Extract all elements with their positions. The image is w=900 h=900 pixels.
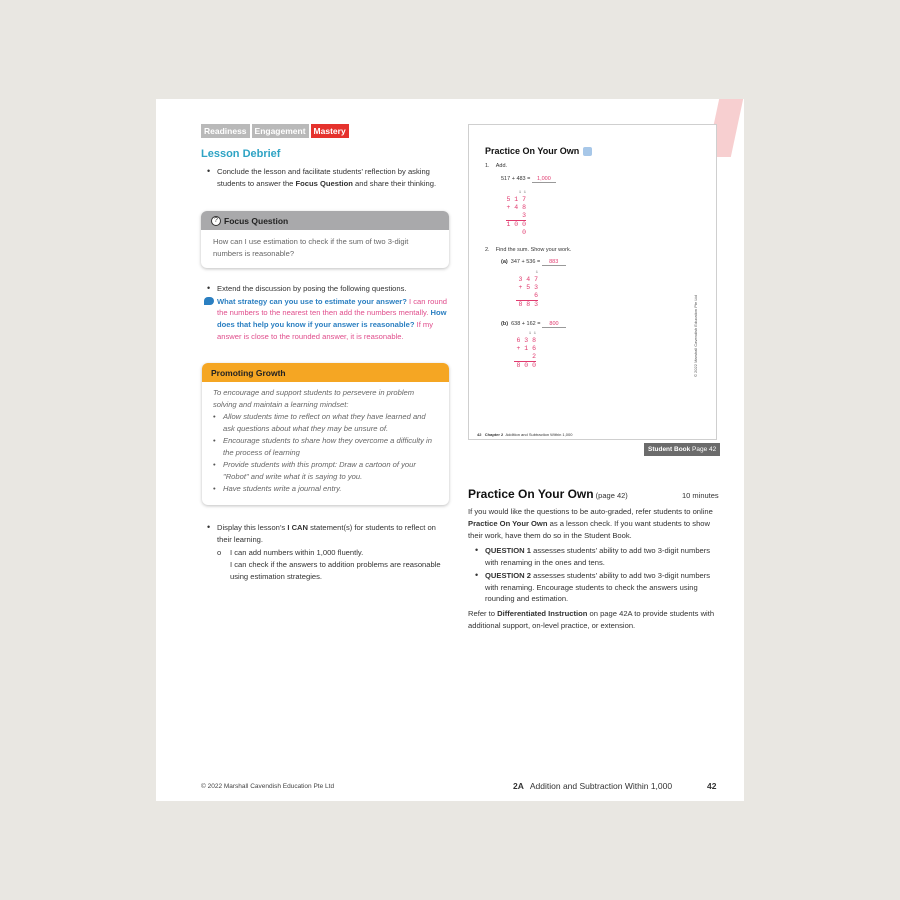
discussion-question-2: How does that help you know if your answer is reasonable? — [217, 308, 447, 330]
practice-intro: If you would like the questions to be auto-graded, refer students to online Practice On Your Own as a lesson check. If you want students to show their work, have them do so in the Student Book. — [468, 507, 713, 540]
question-mark-icon: ? — [211, 216, 221, 226]
growth-item: • Encourage students to share how they overcome a difficulty in the process of learning — [223, 435, 438, 459]
promoting-growth-intro: To encourage and support students to persevere in problem solving and maintain a learning mindset: — [213, 388, 415, 409]
ican-statements — [217, 547, 452, 583]
sb-question-1: 1. Add. — [485, 163, 508, 169]
sb-q1-answer: 1,000 — [532, 176, 556, 183]
sb-q2b-work: 1 1 6 3 8 + 1 6 2 8 0 0 — [514, 332, 536, 370]
sb-q2a-answer: 883 — [542, 259, 566, 266]
discussion-answer-2: If my answer is close to the rounded answer, it is reasonable. — [217, 320, 434, 341]
discussion-question-1: What strategy can you use to estimate your answer? — [217, 296, 407, 306]
focus-question-text: How can I use estimation to check if the sum of two 3-digit numbers is reasonable? — [213, 237, 409, 258]
question-2-note: • QUESTION 2 assesses students’ ability to add two 3-digit numbers with renaming. Encourage students to check the answers using rounding and estimation. — [485, 570, 720, 605]
growth-item: • Allow students time to reflect on what they have learned and ask questions about what they may be unsure of. — [223, 411, 438, 435]
focus-question-box — [201, 211, 449, 268]
sb-q2b-answer: 800 — [542, 321, 566, 328]
debrief-bullets — [204, 166, 449, 191]
book-icon — [583, 147, 592, 156]
focus-question-header — [201, 211, 449, 230]
focus-question-title: Focus Question — [224, 215, 289, 226]
promoting-growth-body — [202, 382, 449, 500]
promoting-growth-box — [202, 363, 449, 505]
practice-duration: 10 minutes — [682, 491, 719, 500]
discussion-answer-1: I can round the numbers to the nearest ten then add the numbers mentally. — [217, 296, 448, 318]
promoting-growth-title: Promoting Growth — [202, 363, 449, 382]
sb-q2a-expression: (a) 347 + 536 = 883 — [501, 259, 566, 266]
differentiated-instruction-note: Refer to Differentiated Instruction on page 42A to provide students with additional support, on-level practice, or extension. — [468, 609, 715, 630]
sb-q1-expression: 517 + 483 = 1,000 — [501, 176, 556, 183]
practice-question-notes — [472, 545, 720, 607]
footer-chapter: 2A Addition and Subtraction Within 1,000 — [513, 781, 673, 791]
discussion-intro: • Extend the discussion by posing the following questions. — [217, 283, 452, 295]
student-book-title: Practice On Your Own — [485, 146, 592, 156]
speech-bubble-icon — [204, 297, 214, 305]
ican-bullet: • Display this lesson’s I CAN statement(s) for students to reflect on their learning. — [217, 522, 452, 545]
tag-mastery: Mastery — [311, 124, 349, 138]
lesson-debrief-heading: Lesson Debrief — [201, 148, 281, 160]
student-book-page-badge: Student Book Page 42 — [644, 443, 720, 456]
growth-item: • Have students write a journal entry. — [223, 483, 438, 495]
question-1-note: • QUESTION 1 assesses students’ ability to add two 3-digit numbers with renaming in the ones and tens. — [485, 545, 720, 568]
sb-q2b-expression: (b) 638 + 162 = 800 — [501, 321, 566, 328]
tag-engagement: Engagement — [252, 124, 309, 138]
growth-item: • Provide students with this prompt: Draw a cartoon of your "Robot" and write what it is saying to you. — [223, 459, 438, 483]
ican-statement-2: I can check if the answers to addition problems are reasonable using estimation strategies. — [230, 560, 441, 581]
student-book-page — [468, 124, 717, 440]
sb-footer: 42 Chapter 2 Addition and Subtraction Within 1,000 — [477, 432, 573, 437]
discussion-section — [204, 283, 452, 343]
ican-section — [204, 522, 452, 583]
sb-question-2: 2. Find the sum. Show your work. — [485, 247, 572, 253]
sb-vertical-copyright: © 2022 Marshall Cavendish Education Pte Ltd — [693, 295, 698, 377]
footer-copyright: © 2022 Marshall Cavendish Education Pte Ltd — [201, 783, 335, 790]
sb-q2a-work: 1 3 4 7 + 5 3 6 8 8 3 — [516, 271, 538, 309]
discussion-questions — [204, 296, 452, 343]
debrief-bullet: • Conclude the lesson and facilitate students’ reflection by asking students to answer the Focus Question and share their thinking. — [217, 166, 449, 189]
document-page — [156, 99, 744, 801]
tag-readiness: Readiness — [201, 124, 250, 138]
sb-q1-work: 1 1 5 1 7 + 4 8 3 1 0 0 0 — [506, 191, 526, 236]
ican-statement-1: o I can add numbers within 1,000 fluently. — [230, 548, 364, 557]
practice-heading: Practice On Your Own (page 42) — [468, 487, 628, 501]
lesson-stage-tags — [201, 124, 349, 138]
footer-page-number: 42 — [707, 781, 717, 791]
